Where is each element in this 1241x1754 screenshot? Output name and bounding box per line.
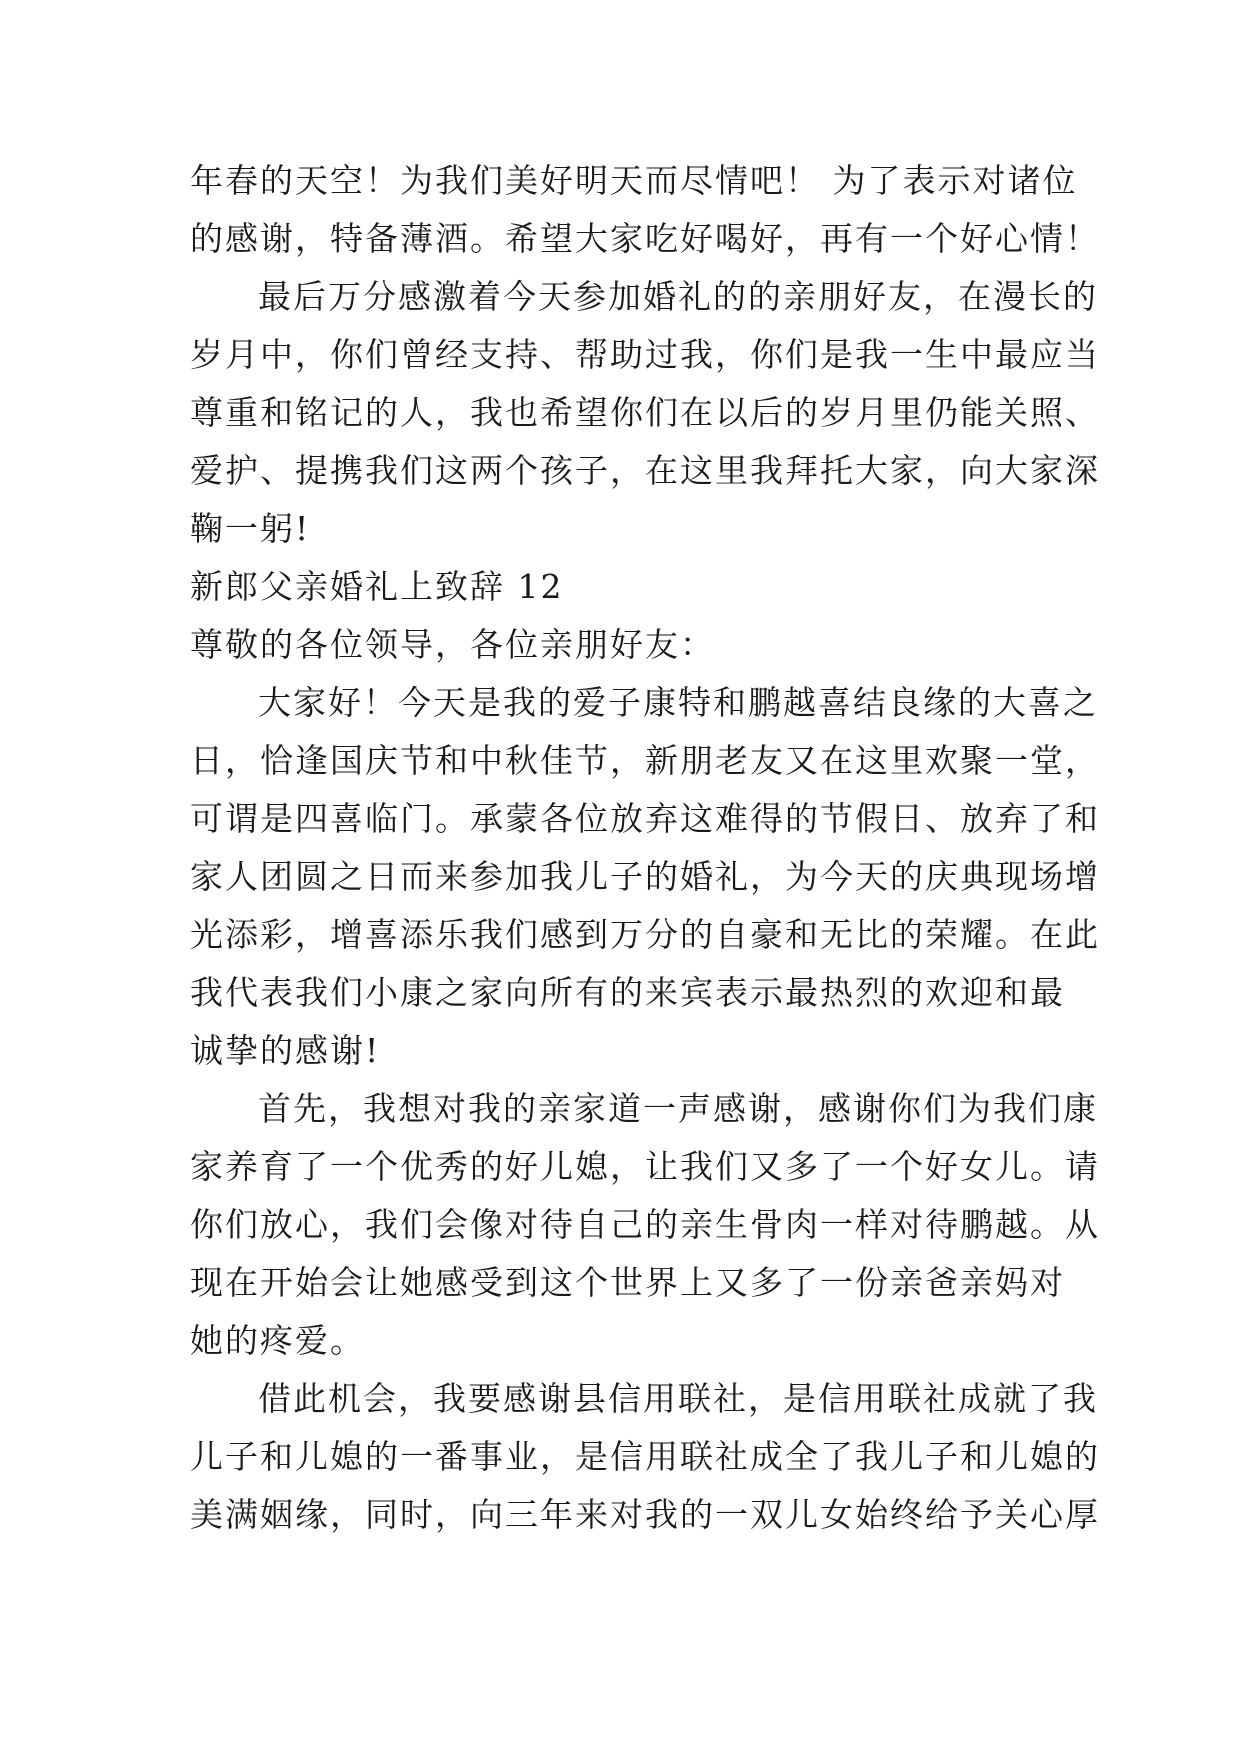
text-line: 最后万分感激着今天参加婚礼的的亲朋好友，在漫长的 xyxy=(258,277,1098,316)
text-line: 儿子和儿媳的一番事业，是信用联社成全了我儿子和儿媳的 xyxy=(190,1437,1100,1476)
document-body xyxy=(190,152,1100,1544)
text-line: 日，恰逢国庆节和中秋佳节，新朋老友又在这里欢聚一堂， xyxy=(190,741,1100,780)
text-line: 尊重和铭记的人，我也希望你们在以后的岁月里仍能关照、 xyxy=(190,393,1100,432)
text-line: 我代表我们小康之家向所有的来宾表示最热烈的欢迎和最 xyxy=(190,973,1065,1012)
text-line: 首先，我想对我的亲家道一声感谢，感谢你们为我们康 xyxy=(258,1089,1098,1128)
text-line: 大家好！今天是我的爱子康特和鹏越喜结良缘的大喜之 xyxy=(258,683,1098,722)
text-line: 的感谢，特备薄酒。希望大家吃好喝好，再有一个好心情！ xyxy=(190,219,1100,258)
text-line: 美满姻缘，同时，向三年来对我的一双儿女始终给予关心厚 xyxy=(190,1495,1100,1534)
text-line: 你们放心，我们会像对待自己的亲生骨肉一样对待鹏越。从 xyxy=(190,1205,1100,1244)
text-line: 现在开始会让她感受到这个世界上又多了一份亲爸亲妈对 xyxy=(190,1263,1065,1302)
text-line: 家养育了一个优秀的好儿媳，让我们又多了一个好女儿。请 xyxy=(190,1147,1100,1186)
text-line: 鞠一躬! xyxy=(190,509,311,548)
salutation: 尊敬的各位领导，各位亲朋好友： xyxy=(190,625,715,664)
text-line: 可谓是四喜临门。承蒙各位放弃这难得的节假日、放弃了和 xyxy=(190,799,1100,838)
text-line: 借此机会，我要感谢县信用联社，是信用联社成就了我 xyxy=(258,1379,1098,1418)
text-line: 岁月中，你们曾经支持、帮助过我，你们是我一生中最应当 xyxy=(190,335,1100,374)
text-line: 诚挚的感谢! xyxy=(190,1031,381,1070)
text-line: 光添彩，增喜添乐我们感到万分的自豪和无比的荣耀。在此 xyxy=(190,915,1100,954)
text-line: 爱护、提携我们这两个孩子，在这里我拜托大家，向大家深 xyxy=(190,451,1100,490)
section-title: 新郎父亲婚礼上致辞 12 xyxy=(190,567,564,606)
text-line: 家人团圆之日而来参加我儿子的婚礼，为今天的庆典现场增 xyxy=(190,857,1100,896)
text-line: 年春的天空！为我们美好明天而尽情吧！ 为了表示对诸位 xyxy=(190,161,1078,200)
text-line: 她的疼爱。 xyxy=(190,1321,365,1360)
